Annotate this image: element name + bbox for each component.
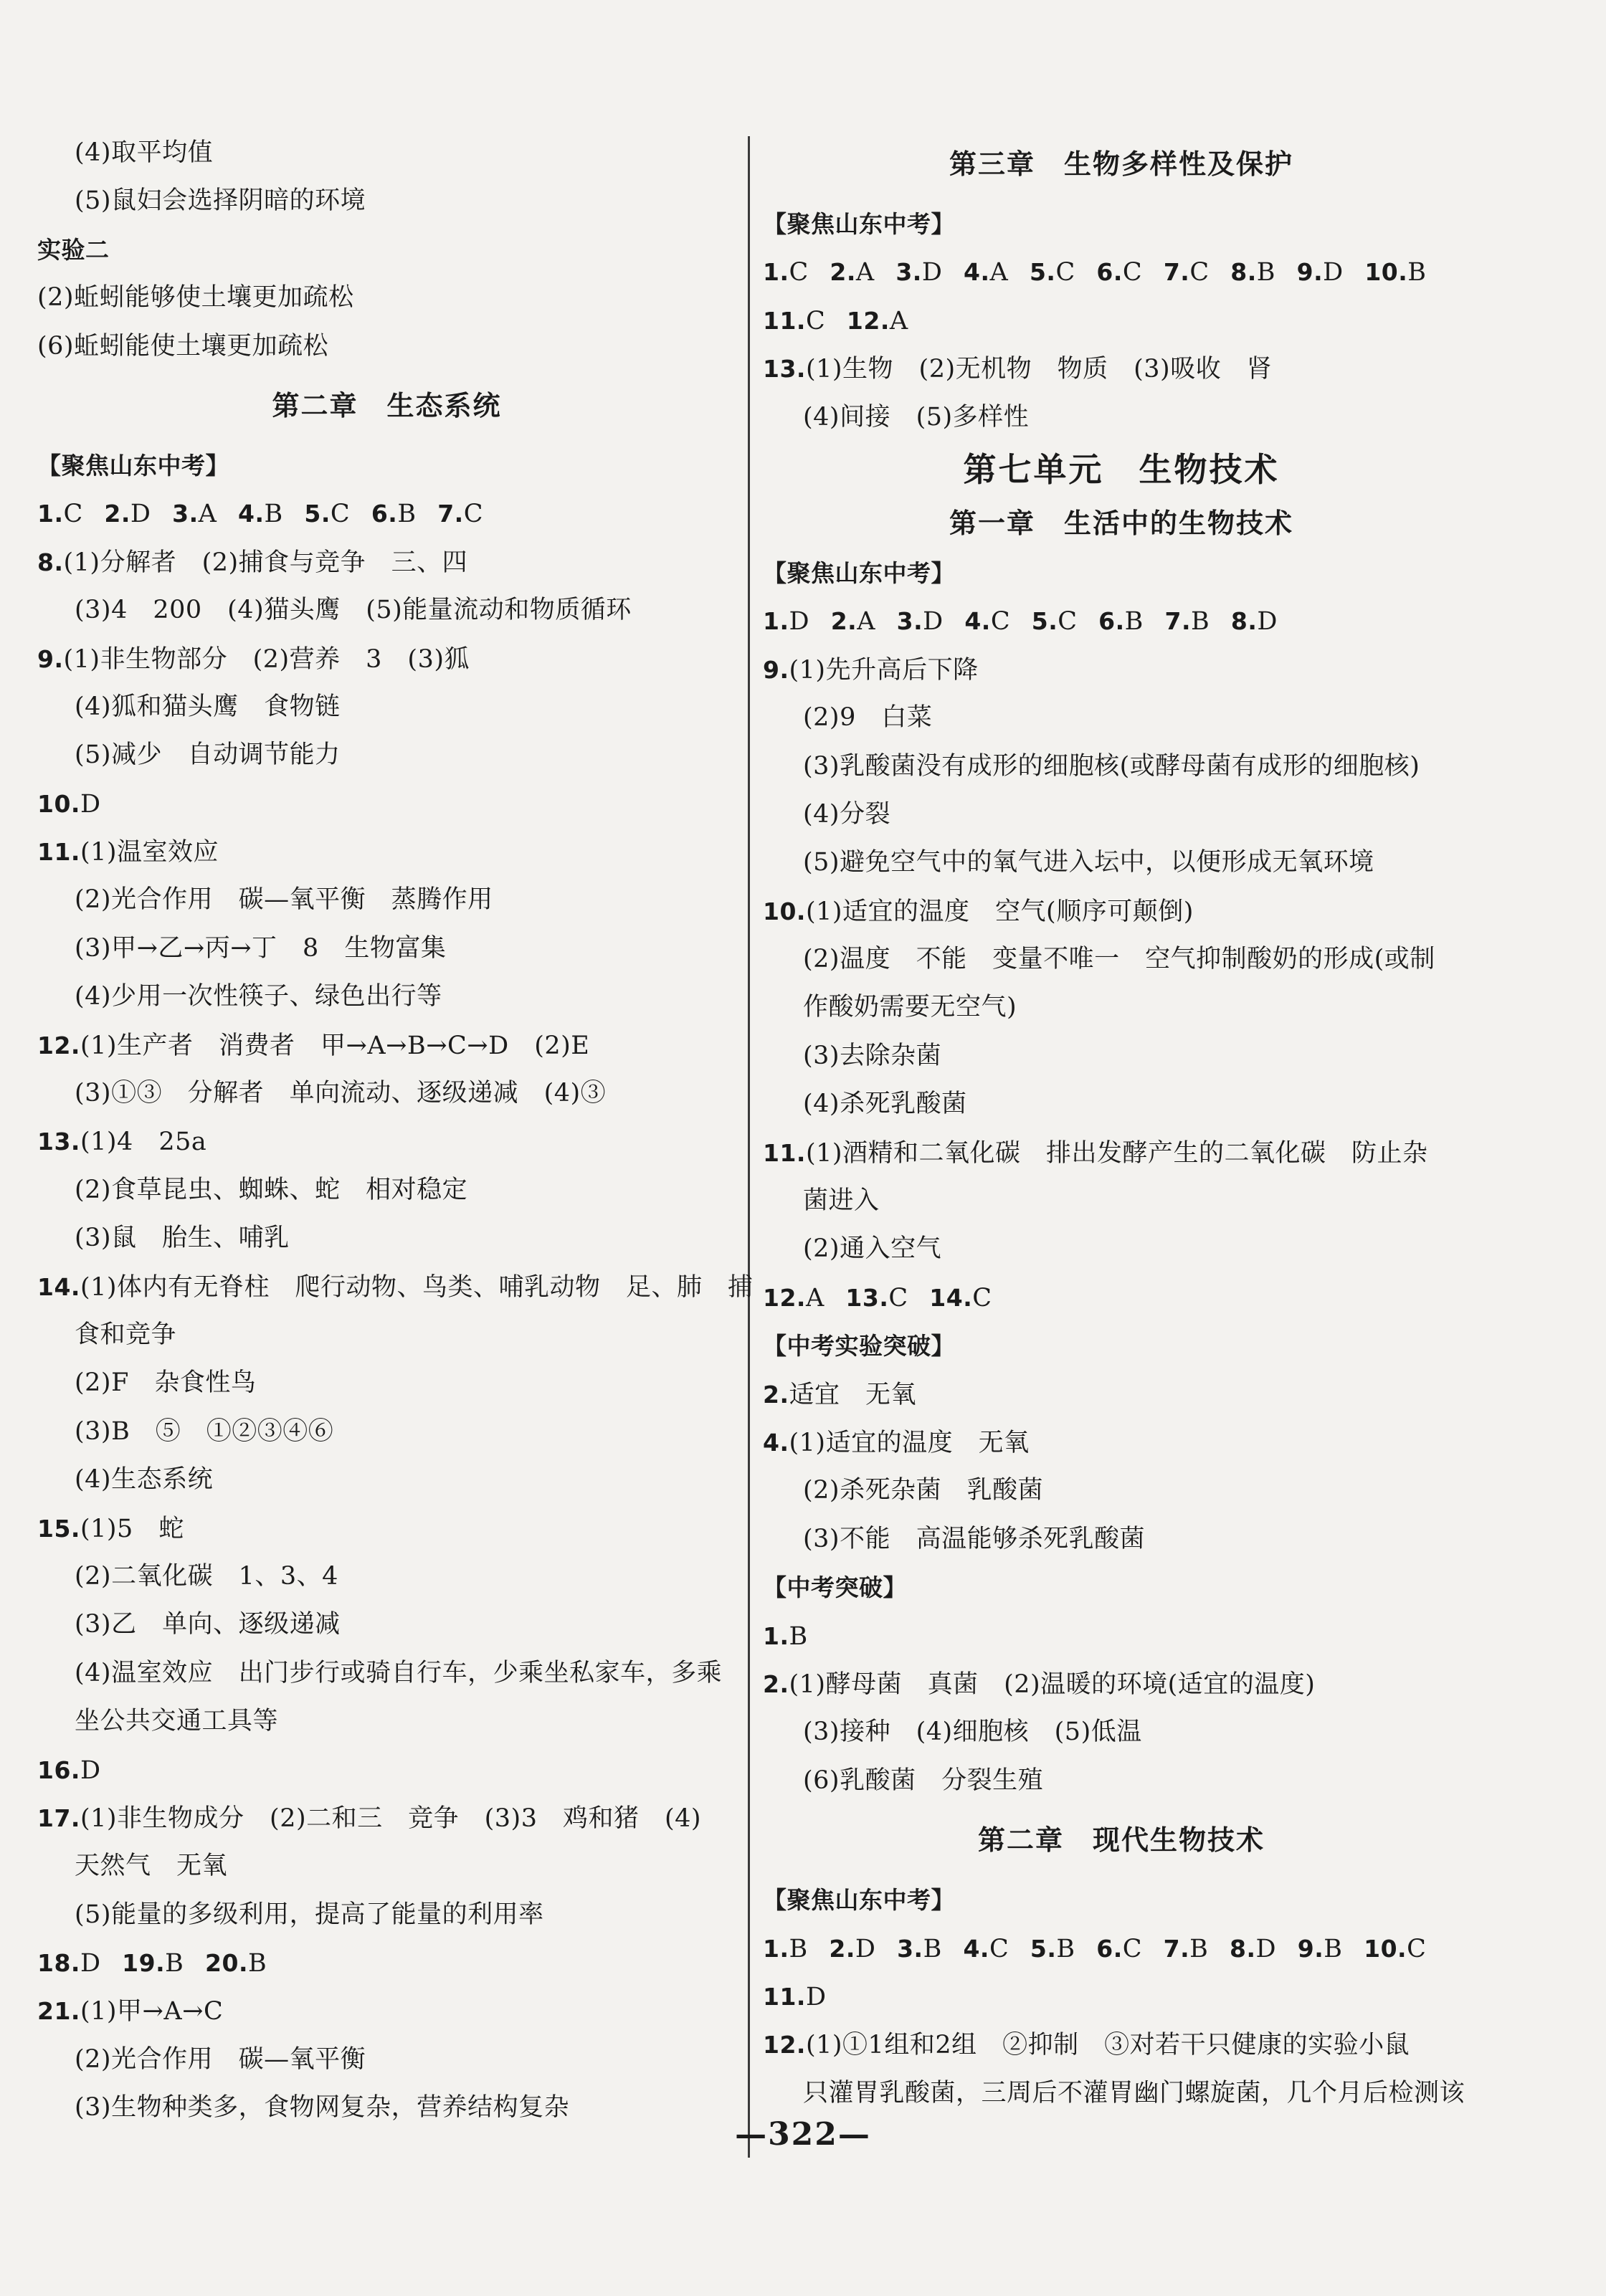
answer-line: 11.D xyxy=(763,1982,827,2011)
answer-line: 15.(1)5 蛇 xyxy=(37,1514,184,1543)
right-column xyxy=(763,129,1480,2118)
mc-answer: 7.B xyxy=(1164,607,1210,637)
answer-line: 13.(1)生物 (2)无机物 物质 (3)吸收 肾 xyxy=(763,355,1273,384)
answer-line: (4)取平均值 xyxy=(75,138,214,167)
answer-line: (2)9 白菜 xyxy=(803,703,933,733)
answer-line: (2)杀死杂菌 乳酸菌 xyxy=(803,1476,1044,1505)
mc-answer: 19.B xyxy=(122,1949,184,1978)
answer-line: 12.(1)①1组和2组 ②抑制 ③对若干只健康的实验小鼠 xyxy=(763,2031,1410,2060)
mc-answer: 4.C xyxy=(963,1934,1009,1963)
answer-line: 17.(1)非生物成分 (2)二和三 竞争 (3)3 鸡和猪 (4) xyxy=(37,1804,702,1833)
mc-answer: 20.B xyxy=(205,1949,267,1978)
answer-line: (2)蚯蚓能够使土壤更加疏松 xyxy=(37,283,354,313)
answer-line: (5)避免空气中的氧气进入坛中，以便形成无氧环境 xyxy=(803,848,1374,877)
mc-answer: 4.B xyxy=(238,500,283,529)
mc-answer: 2.D xyxy=(829,1934,876,1963)
mc-answer: 3.B xyxy=(897,1934,942,1963)
mc-answer: 1.C xyxy=(763,258,809,287)
mc-answer: 9.B xyxy=(1297,1934,1343,1963)
answer-line: (2)二氧化碳 1、3、4 xyxy=(75,1561,338,1591)
mc-answer: 3.D xyxy=(895,258,943,287)
mc-answer: 6.B xyxy=(1098,607,1144,637)
answer-line: (3)①③ 分解者 单向流动、逐级递减 (4)③ xyxy=(75,1079,607,1108)
answer-line: (3)不能 高温能够杀死乳酸菌 xyxy=(803,1524,1146,1553)
answer-line: (4)间接 (5)多样性 xyxy=(803,402,1030,432)
answer-line: (4)狐和猫头鹰 食物链 xyxy=(75,692,341,721)
answer-line: 11.(1)温室效应 xyxy=(37,838,219,867)
section-label: 【聚焦山东中考】 xyxy=(37,451,229,480)
mc-answer: 10.C xyxy=(1364,1934,1427,1963)
section-label: 【聚焦山东中考】 xyxy=(763,558,955,587)
mc-answer: 6.C xyxy=(1096,258,1143,287)
mc-answer: 1.B xyxy=(763,1934,808,1963)
mc-answers-row xyxy=(763,248,1480,296)
mc-answer: 8.D xyxy=(1230,1934,1277,1963)
mc-answers-row xyxy=(763,597,1480,645)
answer-line: 菌进入 xyxy=(803,1186,880,1216)
answer-line: 12.(1)生产者 消费者 甲→A→B→C→D (2)E xyxy=(37,1031,590,1060)
answer-line: (2)光合作用 碳—氧平衡 蒸腾作用 xyxy=(75,885,493,915)
answer-line: (4)少用一次性筷子、绿色出行等 xyxy=(75,982,442,1011)
mc-answer: 5.C xyxy=(304,500,351,529)
answer-line: (2)通入空气 xyxy=(803,1234,942,1264)
answer-line: 2.(1)酵母菌 真菌 (2)温暖的环境(适宜的温度) xyxy=(763,1669,1316,1699)
mc-answer: 2.A xyxy=(830,258,875,287)
answer-line: 只灌胃乳酸菌，三周后不灌胃幽门螺旋菌，几个月后检测该 xyxy=(803,2078,1465,2107)
answer-line: (4)温室效应 出门步行或骑自行车，少乘坐私家车，多乘 xyxy=(75,1658,723,1687)
answer-line: 作酸奶需要无空气) xyxy=(803,993,1017,1022)
chapter-title: 第二章 现代生物技术 xyxy=(977,1824,1265,1857)
mc-answer: 5.C xyxy=(1029,258,1075,287)
answer-line: 14.(1)体内有无脊柱 爬行动物、鸟类、哺乳动物 足、肺 捕 xyxy=(37,1272,754,1302)
mc-answer: 6.B xyxy=(371,500,417,529)
answer-line: 9.(1)先升高后下降 xyxy=(763,655,979,685)
mc-answer: 1.C xyxy=(37,500,83,529)
answer-line: 11.(1)酒精和二氧化碳 排出发酵产生的二氧化碳 防止杂 xyxy=(763,1138,1428,1168)
mc-answer: 1.D xyxy=(763,607,810,637)
mc-answer: 8.B xyxy=(1230,258,1275,287)
answer-line: 16.D xyxy=(37,1756,101,1785)
mc-answer: 12.A xyxy=(846,306,908,335)
mc-answer: 7.B xyxy=(1163,1934,1209,1963)
mc-answer: 7.C xyxy=(1163,258,1210,287)
mc-answer: 10.B xyxy=(1364,258,1427,287)
answer-line: 天然气 无氧 xyxy=(75,1852,228,1881)
answer-line: 食和竞争 xyxy=(75,1320,177,1349)
mc-answers-row xyxy=(37,490,736,538)
answer-line: (2)温度 不能 变量不唯一 空气抑制酸奶的形成(或制 xyxy=(803,945,1435,974)
mc-answer: 4.C xyxy=(964,607,1011,637)
answer-line: (6)乳酸菌 分裂生殖 xyxy=(803,1766,1044,1795)
answer-line: (2)F 杂食性鸟 xyxy=(75,1368,257,1398)
answer-line: 21.(1)甲→A→C xyxy=(37,1997,224,2026)
mc-answer: 9.D xyxy=(1296,258,1344,287)
answer-line: (3)4 200 (4)猫头鹰 (5)能量流动和物质循环 xyxy=(75,596,632,625)
answer-line: 4.(1)适宜的温度 无氧 xyxy=(763,1428,1030,1457)
answer-line: (5)鼠妇会选择阴暗的环境 xyxy=(75,186,366,216)
mc-answer: 7.C xyxy=(437,500,483,529)
mc-answer: 12.A xyxy=(763,1283,825,1313)
mc-answer: 4.A xyxy=(964,258,1009,287)
answer-line: 10.(1)适宜的温度 空气(顺序可颠倒) xyxy=(763,897,1194,926)
answer-line: 2.适宜 无氧 xyxy=(763,1380,917,1409)
mc-answer: 2.A xyxy=(830,607,875,637)
chapter-title: 第三章 生物多样性及保护 xyxy=(949,148,1293,180)
mc-answers-row xyxy=(763,297,1480,345)
section-label: 【中考突破】 xyxy=(763,1573,907,1602)
section-label: 【聚焦山东中考】 xyxy=(763,1886,955,1915)
page-number: —322— xyxy=(735,2116,871,2153)
mc-answer: 5.C xyxy=(1031,607,1078,637)
answer-line: (2)光合作用 碳—氧平衡 xyxy=(75,2044,366,2074)
answer-line: 1.B xyxy=(763,1621,808,1651)
answer-line: (6)蚯蚓能使土壤更加疏松 xyxy=(37,331,329,361)
mc-answers-row xyxy=(37,1939,736,1987)
column-divider xyxy=(748,136,750,2158)
mc-answer: 2.D xyxy=(104,500,151,529)
mc-answers-row xyxy=(763,1925,1480,1973)
experiment-label: 实验二 xyxy=(37,235,110,264)
section-label: 【中考实验突破】 xyxy=(763,1332,955,1361)
answer-line: (3)甲→乙→丙→丁 8 生物富集 xyxy=(75,933,447,963)
mc-answer: 18.D xyxy=(37,1949,101,1978)
mc-answer: 3.D xyxy=(896,607,944,637)
answer-line: 10.D xyxy=(37,789,101,819)
mc-answer: 14.C xyxy=(929,1283,992,1313)
answer-line: (4)分裂 xyxy=(803,799,891,829)
answer-line: (5)能量的多级利用，提高了能量的利用率 xyxy=(75,1900,544,1929)
answer-line: (3)B ⑤ ①②③④⑥ xyxy=(75,1416,334,1446)
answer-line: (3)乙 单向、逐级递减 xyxy=(75,1610,341,1639)
mc-answer: 13.C xyxy=(845,1283,908,1313)
mc-answer: 11.C xyxy=(763,306,826,335)
answer-line: (4)生态系统 xyxy=(75,1465,214,1495)
answer-line: (3)生物种类多，食物网复杂，营养结构复杂 xyxy=(75,2093,570,2123)
mc-answer: 8.D xyxy=(1230,607,1278,637)
mc-answer: 3.A xyxy=(172,500,217,529)
answer-line: (5)减少 自动调节能力 xyxy=(75,740,341,770)
answer-line: (3)接种 (4)细胞核 (5)低温 xyxy=(803,1718,1142,1747)
mc-answer: 5.B xyxy=(1030,1934,1075,1963)
answer-line: 8.(1)分解者 (2)捕食与竞争 三、四 xyxy=(37,548,468,577)
answer-line: 9.(1)非生物部分 (2)营养 3 (3)狐 xyxy=(37,644,470,674)
mc-answer: 6.C xyxy=(1096,1934,1143,1963)
chapter-title: 第一章 生活中的生物技术 xyxy=(949,507,1293,539)
chapter-title: 第二章 生态系统 xyxy=(272,389,502,421)
answer-line: (3)鼠 胎生、哺乳 xyxy=(75,1224,290,1253)
answer-line: 坐公共交通工具等 xyxy=(75,1707,279,1736)
answer-line: (4)杀死乳酸菌 xyxy=(803,1090,967,1119)
answer-line: (2)食草昆虫、蜘蛛、蛇 相对稳定 xyxy=(75,1175,468,1204)
answer-line: (3)去除杂菌 xyxy=(803,1041,942,1070)
answer-line: (3)乳酸菌没有成形的细胞核(或酵母菌有成形的细胞核) xyxy=(803,751,1420,781)
section-label: 【聚焦山东中考】 xyxy=(763,210,955,238)
mc-answers-row xyxy=(763,1274,1480,1322)
answer-line: 13.(1)4 25a xyxy=(37,1128,207,1157)
unit-title: 第七单元 生物技术 xyxy=(963,449,1280,489)
left-column xyxy=(37,129,754,2133)
